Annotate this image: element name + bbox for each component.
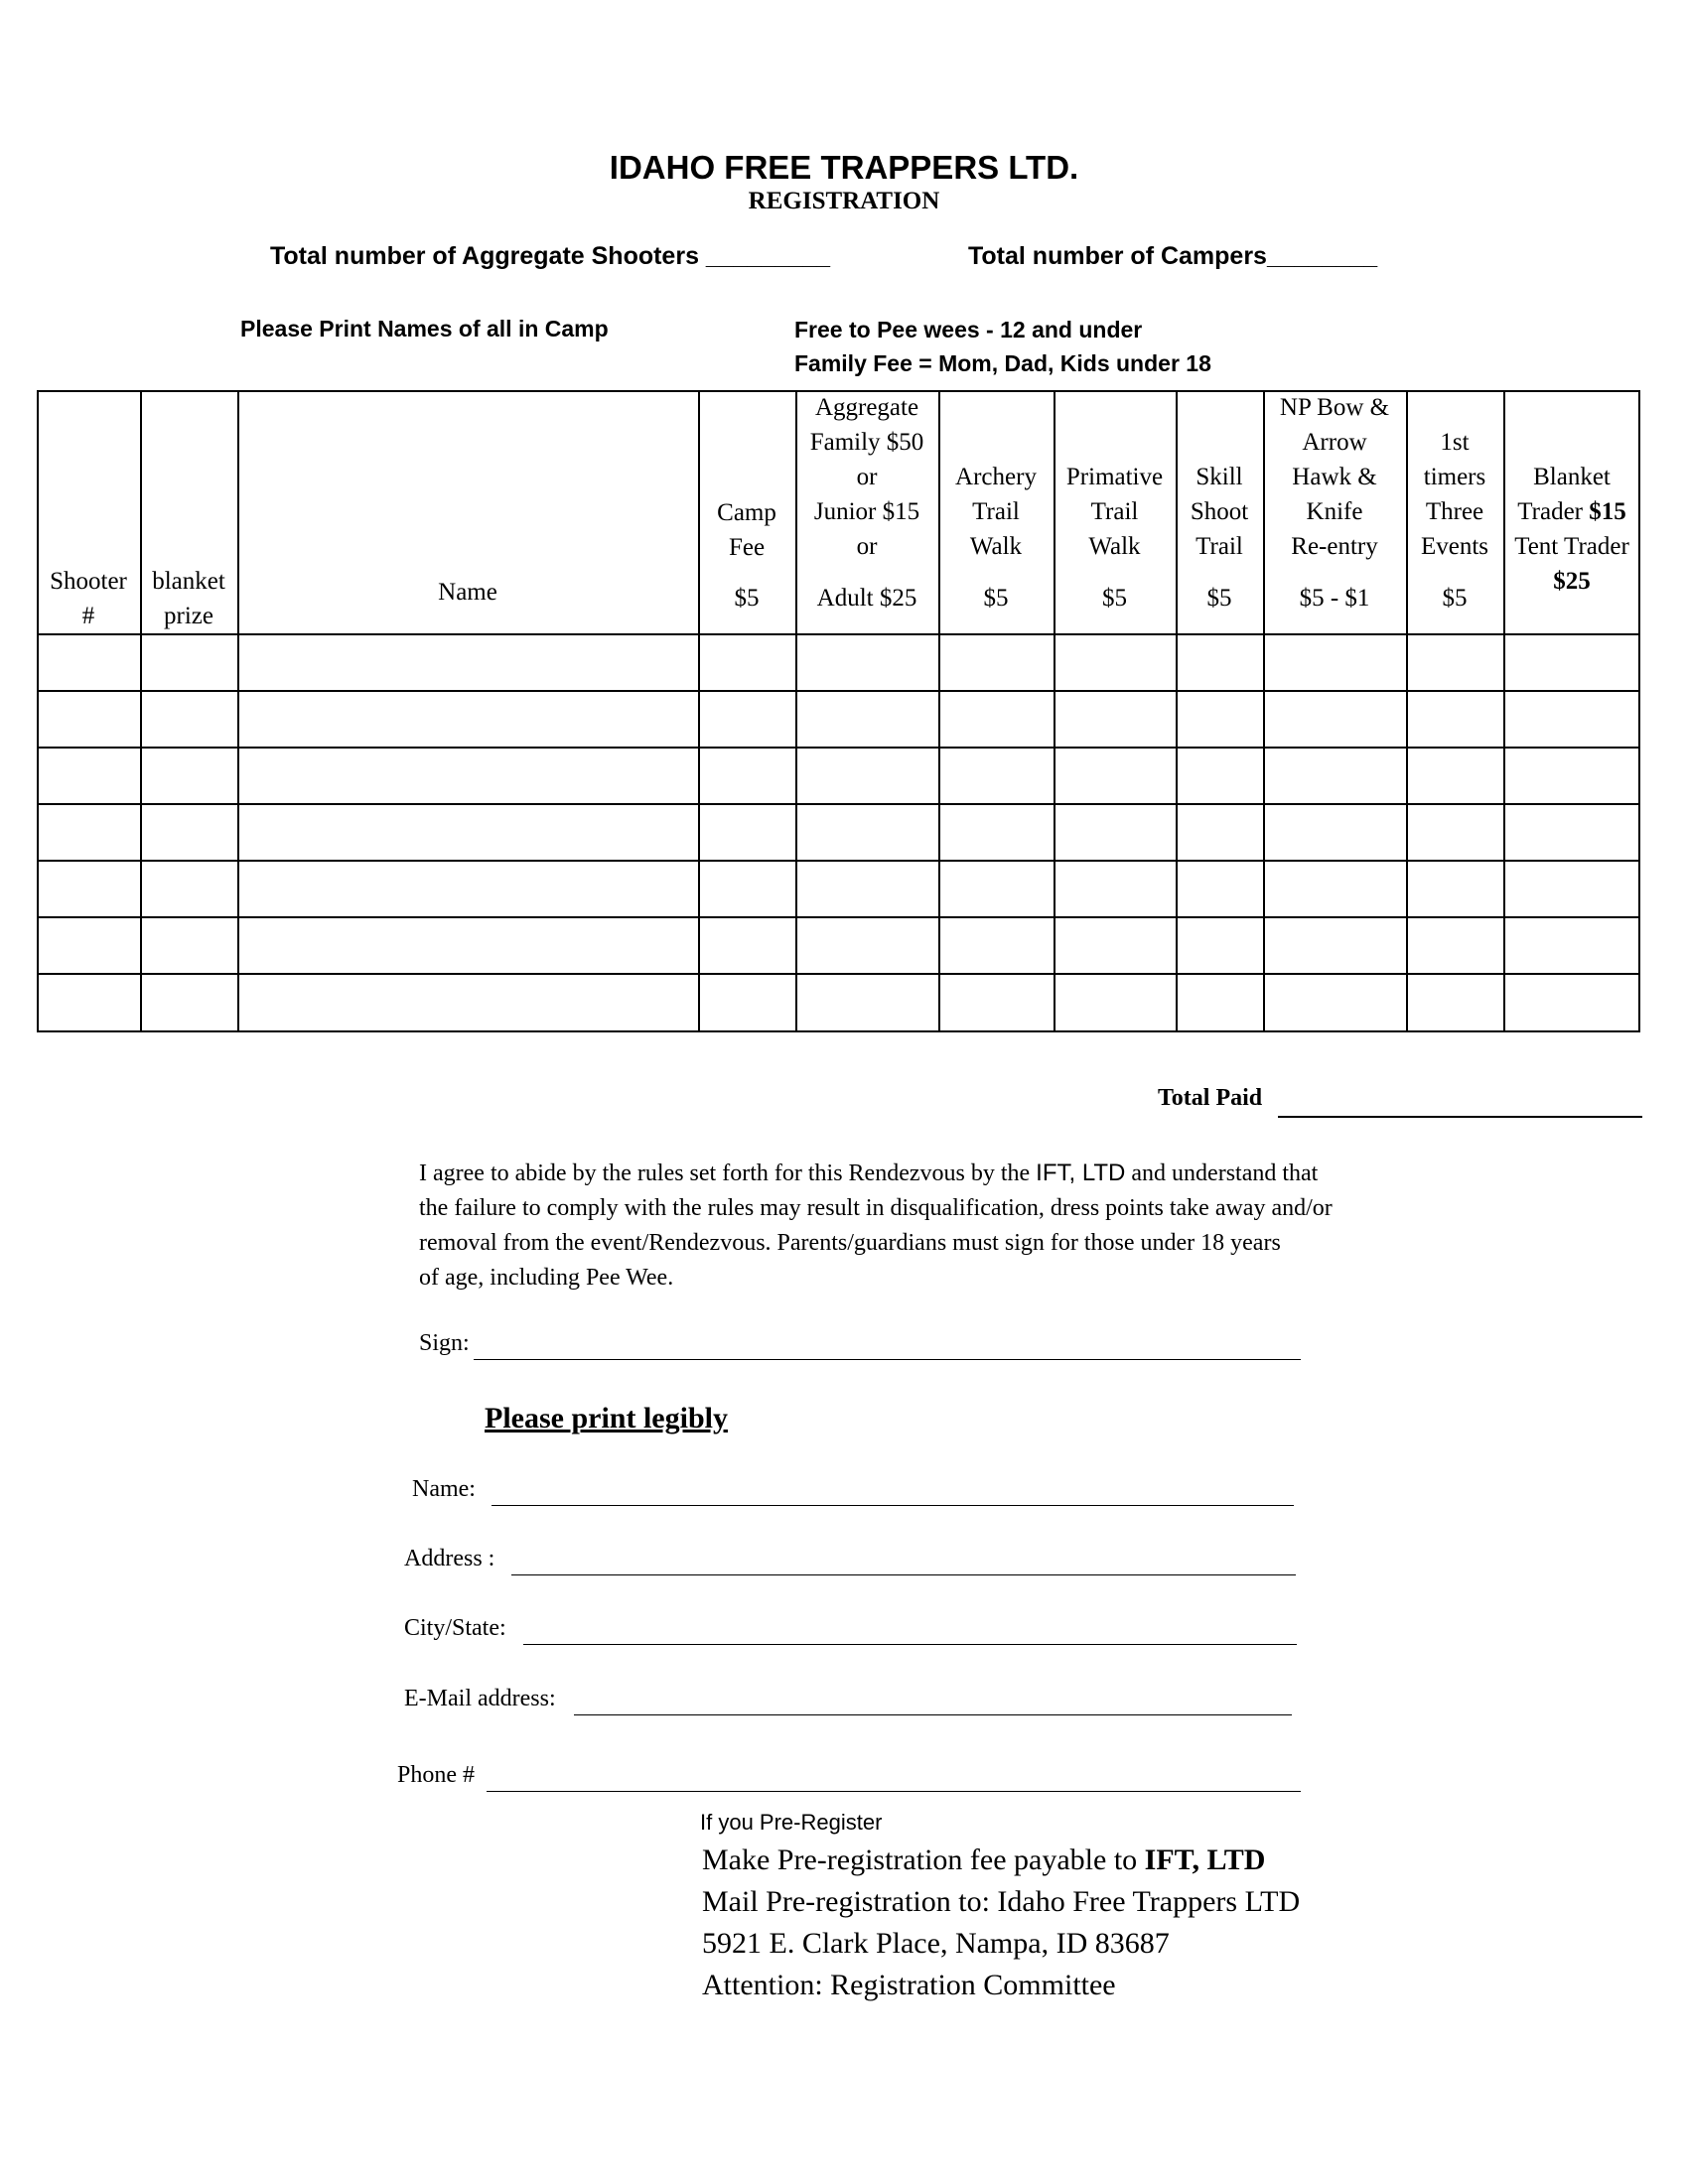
table-cell-blanket-prize[interactable] [140,747,237,803]
table-cell-archery-trail-walk[interactable] [938,973,1054,1030]
header-price: Adult $25 [816,585,917,612]
table-cell-np-bow-arrow[interactable] [1263,690,1406,747]
table-cell-blanket-prize[interactable] [140,633,237,690]
table-cell-skill-shoot-trail[interactable] [1176,747,1263,803]
table-cell-aggregate[interactable] [795,690,938,747]
table-cell-aggregate[interactable] [795,747,938,803]
table-cell-blanket-trader[interactable] [1503,916,1640,973]
payable-org: IFT, LTD [1144,1843,1266,1876]
form-title: IDAHO FREE TRAPPERS LTD. [609,149,1079,186]
table-cell-name[interactable] [237,973,698,1030]
table-cell-blanket-prize[interactable] [140,916,237,973]
table-cell-first-timers[interactable] [1406,747,1503,803]
tent-trader-label: Tent Trader [1514,533,1629,560]
header-label: Aggregate Family $50 or Junior $15 or [809,394,924,560]
address-field[interactable] [511,1574,1296,1575]
table-cell-blanket-trader[interactable] [1503,803,1640,860]
sign-field[interactable] [474,1359,1301,1360]
header-first-timers [1406,390,1503,633]
table-cell-shooter-number[interactable] [37,860,140,916]
table-cell-skill-shoot-trail[interactable] [1176,860,1263,916]
table-cell-shooter-number[interactable] [37,633,140,690]
header-shooter-number [37,390,140,633]
table-cell-shooter-number[interactable] [37,973,140,1030]
table-cell-camp-fee[interactable] [698,690,795,747]
header-blanket-trader [1503,390,1640,633]
city-state-field[interactable] [523,1644,1297,1645]
table-cell-first-timers[interactable] [1406,860,1503,916]
table-cell-skill-shoot-trail[interactable] [1176,803,1263,860]
table-cell-camp-fee[interactable] [698,803,795,860]
table-cell-primative-trail-walk[interactable] [1054,690,1176,747]
table-cell-first-timers[interactable] [1406,803,1503,860]
table-cell-archery-trail-walk[interactable] [938,633,1054,690]
table-cell-camp-fee[interactable] [698,916,795,973]
table-cell-skill-shoot-trail[interactable] [1176,690,1263,747]
table-cell-primative-trail-walk[interactable] [1054,973,1176,1030]
table-cell-camp-fee[interactable] [698,860,795,916]
header-label: Shooter # [50,568,127,629]
header-label: Camp Fee [717,499,776,561]
city-state-label: City/State: [404,1615,506,1641]
agreement-line-2: the failure to comply with the rules may result in disqualification, dress points take away and/or [419,1195,1333,1221]
table-cell-np-bow-arrow[interactable] [1263,916,1406,973]
sign-label: Sign: [419,1330,470,1356]
table-row-border [37,1030,1640,1032]
table-cell-blanket-trader[interactable] [1503,747,1640,803]
name-label: Name: [412,1476,476,1502]
table-cell-aggregate[interactable] [795,860,938,916]
address-label: Address : [404,1546,495,1571]
agreement-line-1c: and understand that [1125,1160,1319,1186]
blanket-trader-price [1503,494,1640,529]
registration-table [37,390,1640,1032]
table-cell-primative-trail-walk[interactable] [1054,803,1176,860]
email-field[interactable] [574,1714,1292,1715]
header-price: $5 [1102,585,1127,612]
email-label: E-Mail address: [404,1686,556,1711]
table-cell-blanket-prize[interactable] [140,973,237,1030]
agreement-org-name: IFT, LTD [1036,1160,1126,1186]
table-cell-archery-trail-walk[interactable] [938,690,1054,747]
table-cell-primative-trail-walk[interactable] [1054,747,1176,803]
table-cell-primative-trail-walk[interactable] [1054,633,1176,690]
print-names-instruction: Please Print Names of all in Camp [240,316,609,341]
header-np-bow-arrow [1263,390,1406,633]
form-subtitle: REGISTRATION [748,188,940,214]
table-cell-first-timers[interactable] [1406,916,1503,973]
header-primative-trail-walk [1054,390,1176,633]
blanket-label: Blanket [1533,464,1611,490]
header-label: Primative Trail Walk [1065,464,1164,560]
table-cell-shooter-number[interactable] [37,803,140,860]
aggregate-shooters-count-field[interactable]: Total number of Aggregate Shooters _________ [270,242,831,270]
campers-count-field[interactable]: Total number of Campers________ [968,242,1378,270]
header-label: NP Bow & Arrow Hawk & Knife Re-entry [1279,394,1390,560]
table-cell-name[interactable] [237,633,698,690]
table-cell-np-bow-arrow[interactable] [1263,747,1406,803]
header-name [237,390,698,633]
table-cell-name[interactable] [237,803,698,860]
table-cell-shooter-number[interactable] [37,916,140,973]
table-cell-first-timers[interactable] [1406,973,1503,1030]
payable-text: Make Pre-registration fee payable to [702,1843,1145,1876]
table-cell-np-bow-arrow[interactable] [1263,860,1406,916]
free-peewees-note: Free to Pee wees - 12 and under [794,317,1143,342]
table-cell-blanket-prize[interactable] [140,803,237,860]
family-fee-note: Family Fee = Mom, Dad, Kids under 18 [794,350,1211,376]
header-archery-trail-walk [938,390,1054,633]
table-cell-shooter-number[interactable] [37,690,140,747]
blanket-trader-label: Trader [1517,498,1590,525]
table-cell-camp-fee[interactable] [698,747,795,803]
header-skill-shoot-trail [1176,390,1263,633]
table-cell-aggregate[interactable] [795,633,938,690]
table-cell-blanket-trader[interactable] [1503,690,1640,747]
header-label: Skill Shoot Trail [1190,464,1249,560]
table-cell-primative-trail-walk[interactable] [1054,916,1176,973]
agreement-text [419,1156,1462,1296]
table-cell-camp-fee[interactable] [698,973,795,1030]
table-cell-np-bow-arrow[interactable] [1263,633,1406,690]
table-cell-skill-shoot-trail[interactable] [1176,916,1263,973]
blanket-trader-amount: $15 [1589,498,1626,525]
table-cell-blanket-prize[interactable] [140,690,237,747]
table-cell-blanket-trader[interactable] [1503,973,1640,1030]
header-label: Name [438,579,497,606]
attention-line: Attention: Registration Committee [702,1969,1116,2001]
table-cell-blanket-trader[interactable] [1503,633,1640,690]
header-label: 1st timers Three Events [1420,429,1489,560]
mail-to-line: Mail Pre-registration to: Idaho Free Trappers LTD [702,1885,1301,1918]
total-paid-field[interactable] [1278,1116,1642,1118]
header-price: $5 [1206,585,1232,612]
table-cell-name[interactable] [237,690,698,747]
header-blanket-prize [140,390,237,633]
payable-line [702,1843,1265,1877]
header-price: $5 - $1 [1299,585,1370,612]
table-cell-np-bow-arrow[interactable] [1263,803,1406,860]
header-price: $5 [734,585,760,612]
preregister-note: If you Pre-Register [700,1810,883,1835]
table-cell-camp-fee[interactable] [698,633,795,690]
name-field[interactable] [492,1505,1294,1506]
agreement-line-4: of age, including Pee Wee. [419,1265,674,1291]
mailing-address: 5921 E. Clark Place, Nampa, ID 83687 [702,1927,1170,1960]
header-price: $5 [983,585,1009,612]
table-cell-first-timers[interactable] [1406,690,1503,747]
table-cell-aggregate[interactable] [795,916,938,973]
table-cell-name[interactable] [237,860,698,916]
table-cell-skill-shoot-trail[interactable] [1176,973,1263,1030]
table-cell-primative-trail-walk[interactable] [1054,860,1176,916]
table-cell-np-bow-arrow[interactable] [1263,973,1406,1030]
table-cell-name[interactable] [237,916,698,973]
table-cell-aggregate[interactable] [795,803,938,860]
total-paid-label: Total Paid [1158,1085,1263,1111]
tent-trader-amount: $25 [1553,568,1591,595]
agreement-line-1 [419,1156,1462,1191]
table-cell-archery-trail-walk[interactable] [938,916,1054,973]
table-cell-archery-trail-walk[interactable] [938,860,1054,916]
header-label: Archery Trail Walk [955,464,1037,560]
agreement-line-1a: I agree to abide by the rules set forth for this Rendezvous by the [419,1160,1037,1186]
table-cell-shooter-number[interactable] [37,747,140,803]
phone-field[interactable] [487,1791,1301,1792]
print-legibly-heading: Please print legibly [485,1402,728,1434]
table-cell-archery-trail-walk[interactable] [938,747,1054,803]
table-cell-skill-shoot-trail[interactable] [1176,633,1263,690]
phone-label: Phone # [397,1762,475,1788]
table-cell-aggregate[interactable] [795,973,938,1030]
table-cell-blanket-prize[interactable] [140,860,237,916]
table-cell-first-timers[interactable] [1406,633,1503,690]
header-aggregate [795,390,938,633]
table-cell-archery-trail-walk[interactable] [938,803,1054,860]
table-cell-name[interactable] [237,747,698,803]
header-label: blanket prize [152,568,225,629]
table-cell-blanket-trader[interactable] [1503,860,1640,916]
header-camp-fee [698,390,795,633]
agreement-line-3: removal from the event/Rendezvous. Parents/guardians must sign for those under 18 years [419,1230,1281,1256]
header-price: $5 [1442,585,1468,612]
